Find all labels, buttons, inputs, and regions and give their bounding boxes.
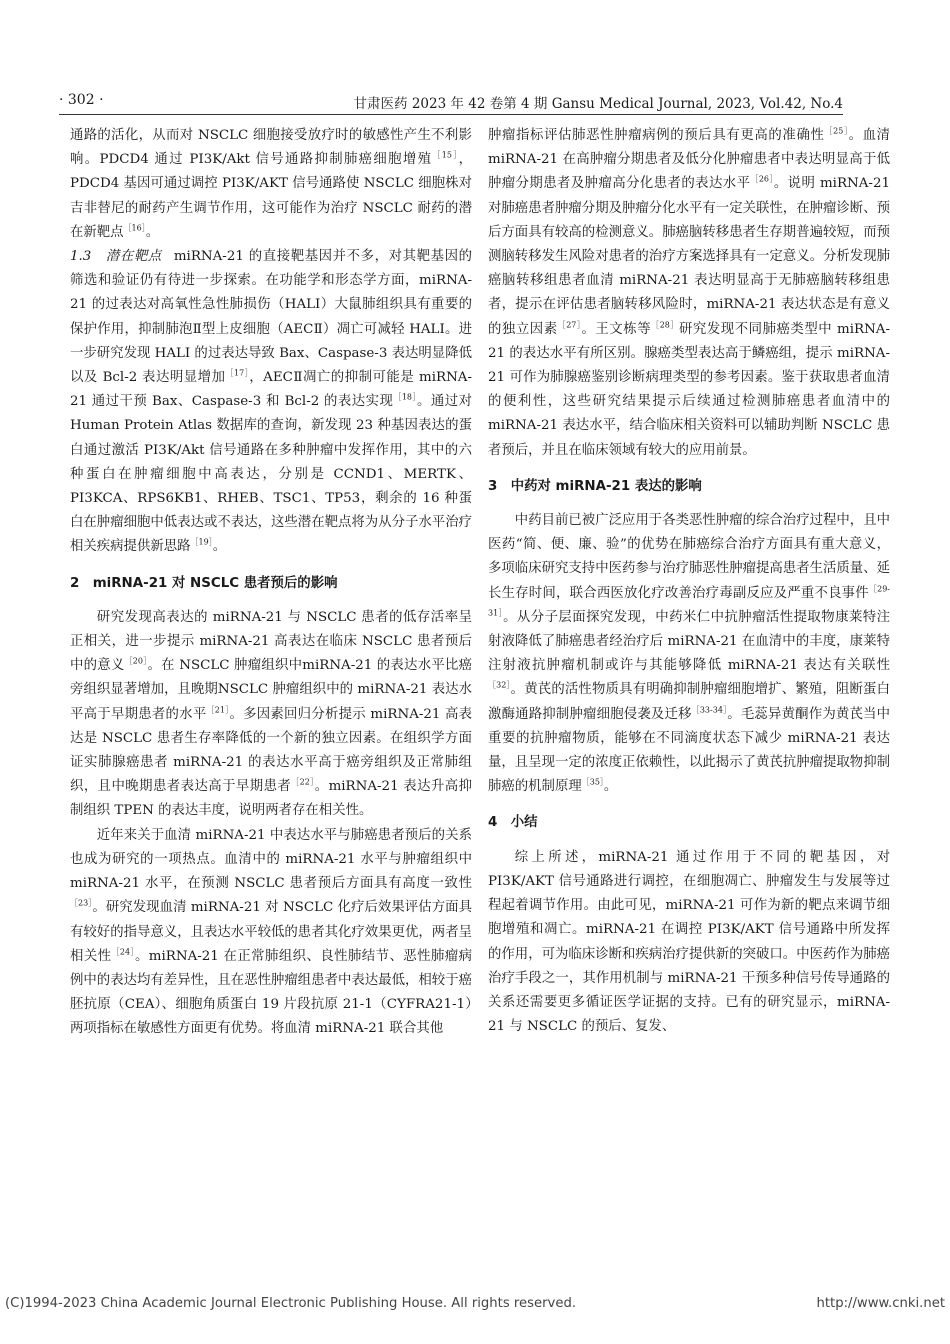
section-heading: 2 miRNA-21 对 NSCLC 患者预后的影响 <box>70 575 338 591</box>
citation[interactable]: ［27］ <box>557 320 582 330</box>
paragraph: 研究发现高表达的 miRNA-21 与 NSCLC 患者的低存活率呈正相关，进一步提示 miRNA-21 高表达在临床 NSCLC 患者预后中的意义$^{[20]}$。在 NSCLC 肿瘤组织中miRNA-21 的表达水平比癌旁组织显著增加，且晚期NSCLC 肿瘤组织中的 miRNA-21 表达水平高于早期患者的水平$^{[21]}$。多因素回归分析提示 miRNA-21 高表达是 NSCLC 患者生存率降低的一个新的独立因素。在组织学方面证实肺腺癌患者 miRNA-21 的表达水平高于癌旁组织及正常肺组织，且中晚期患者表达高于早期患者$^{[22]}$。miRNA-21 表达升高抑制组织 TPEN 的表达丰度，说明两者存在相关性。 <box>70 609 473 819</box>
citation[interactable]: ［33-34］ <box>691 705 728 715</box>
left-column <box>70 124 472 1042</box>
page-number: · 302 · <box>59 92 104 108</box>
citation[interactable]: ［23］ <box>70 898 93 908</box>
subsection-heading: 1.3 潜在靶点 <box>70 249 162 265</box>
paragraph: 综上所述，miRNA-21 通过作用于不同的靶基因，对 PI3K/AKT 信号通路进行调控，在细胞凋亡、肿瘤发生与发展等过程起着调节作用。由此可见，miRNA-21 可作为新的靶点来调节细胞增殖和凋亡。miRNA-21 在调控 PI3K/AKT 信号通路中所发挥的作用，可为临床诊断和疾病治疗提供新的突破口。中医药作为肺癌治疗手段之一，其作用机制与 miRNA-21 干预多种信号传导通路的关系还需要更多循证医学证据的支持。已有的研究显示，miRNA-21 与 NSCLC 的预后、复发、 <box>488 849 890 1035</box>
citation[interactable]: ［15］ <box>432 150 459 160</box>
header-rule <box>59 114 843 115</box>
citation[interactable]: ［19］ <box>190 537 213 547</box>
citation[interactable]: ［16］ <box>123 223 146 233</box>
section-heading: 3 中药对 miRNA-21 表达的影响 <box>488 478 702 494</box>
paragraph: 1.3 潜在靶点 miRNA-21 的直接靶基因并不多，对其靶基因的筛选和验证仍有待进一步探索。在功能学和形态学方面，miRNA-21 的过表达对高氧性急性肺损伤（HALI）大鼠肺组织具有重要的保护作用，抑制肺泡Ⅱ型上皮细胞（AECⅡ）凋亡可减轻 HALI。进一步研究发现 HALI 的过表达导致 Bax、Caspase-3 表达明显降低以及 Bcl-2 表达明显增加$^{[17]}$，AECⅡ凋亡的抑制可能是 miRNA-21 通过干预 Bax、Caspase-3 和 Bcl-2 的表达实现$^{[18]}$。通过对 Human Protein Atlas 数据库的查询，新发现 23 种基因表达的蛋白通过激活 PI3K/Akt 信号通路在多种肿瘤中发挥作用，其中的六种蛋白在肿瘤细胞中高表达，分别是 CCND1、MERTK、PI3KCA、RPS6KB1、RHEB、TSC1、TP53，剩余的 16 种蛋白在肿瘤细胞中低表达或不表达，这些潜在靶点将为从分子水平治疗相关疾病提供新思路$^{[19]}$。 <box>70 249 472 555</box>
paragraph: 通路的活化，从而对 NSCLC 细胞接受放疗时的敏感性产生不利影响。PDCD4 通过 PI3K/Akt 信号通路抑制肺癌细胞增殖$^{[15]}$，PDCD4 基因可通过调控 PI3K/AKT 信号通路使 NSCLC 细胞株对吉非替尼的耐药产生调节作用，这可能作为治疗 NSCLC 耐药的潜在新靶点$^{[16]}$。 <box>70 128 473 240</box>
section-heading: 4 小结 <box>488 815 538 831</box>
citation[interactable]: ［29-31］ <box>488 584 891 618</box>
footer-link[interactable]: http://www.cnki.net <box>816 1296 945 1311</box>
citation[interactable]: ［25］ <box>824 126 849 136</box>
citation[interactable]: ［28］ <box>651 320 679 330</box>
right-column <box>488 124 890 1039</box>
citation[interactable]: ［18］ <box>393 392 417 402</box>
paragraph: 中药目前已被广泛应用于各类恶性肿瘤的综合治疗过程中，且中医药“简、便、廉、验”的优势在肺癌综合治疗方面具有重大意义，多项临床研究支持中医药参与治疗肺恶性肿瘤提高患者生活质量、延长生存时间，联合西医放化疗改善治疗毒副反应及严重不良事件$^{[29-31]}$。从分子层面探究发现，中药米仁中抗肿瘤活性提取物康莱特注射液降低了肺癌患者经治疗后 miRNA-21 在血清中的丰度，康莱特注射液抗肿瘤机制或许与其能够降低 miRNA-21 表达有关联性$^{[32]}$。黄芪的活性物质具有明确抑制肿瘤细胞增扩、繁殖，阻断蛋白激酶通路抑制肿瘤细胞侵袭及迁移$^{[33-34]}$。毛蕊异黄酮作为黄芪当中重要的抗肿瘤物质，能够在不同滴度状态下减少 miRNA-21 表达量，且呈现一定的浓度正依赖性，以此揭示了黄芪抗肿瘤提取物抑制肺癌的机制原理$^{[35]}$。 <box>488 513 891 795</box>
running-header <box>59 92 843 114</box>
citation[interactable]: ［24］ <box>111 947 135 957</box>
citation[interactable]: ［26］ <box>750 174 774 184</box>
citation[interactable]: ［22］ <box>291 777 315 787</box>
citation[interactable]: ［21］ <box>206 705 230 715</box>
copyright-notice: (C)1994-2023 China Academic Journal Electronic Publishing House. All rights reserved. <box>5 1296 577 1311</box>
paragraph: 近年来关于血清 miRNA-21 中表达水平与肺癌患者预后的关系也成为研究的一项热点。血清中的 miRNA-21 水平与肿瘤组织中 miRNA-21 水平，在预测 NSCLC 患者预后方面具有高度一致性$^{[23]}$。研究发现血清 miRNA-21 对 NSCLC 化疗后效果评估方面具有较好的指导意义，且表达水平较低的患者其化疗效果更优，两者呈相关性$^{[24]}$。miRNA-21 在正常肺组织、良性肺结节、恶性肺瘤病例中的表达均有差异性，且在恶性肿瘤组患者中表达最低，相较于癌胚抗原（CEA）、细胞角质蛋白 19 片段抗原 21-1（CYFRA21-1）两项指标在敏感性方面更有优势。将血清 miRNA-21 联合其他 <box>70 827 473 1037</box>
citation[interactable]: ［17］ <box>225 368 250 378</box>
paragraph: 肿瘤指标评估肺恶性肿瘤病例的预后具有更高的准确性$^{[25]}$。血清 miRNA-21 在高肿瘤分期患者及低分化肿瘤患者中表达明显高于低肿瘤分期患者及肿瘤高分化患者的表达水平$^{[26]}$。说明 miRNA-21 对肺癌患者肿瘤分期及肿瘤分化水平有一定关联性，在肿瘤诊断、预后方面具有较高的检测意义。肺癌脑转移患者生存期普遍较短，而预测脑转移发生风险对患者的治疗方案选择具有一定意义。分析发现肺癌脑转移组患者血清 miRNA-21 表达明显高于无肺癌脑转移组患者，提示在评估患者脑转移风险时，miRNA-21 表达状态是有意义的独立因素$^{[27]}$。王文栋等$^{[28]}$研究发现不同肺癌类型中 miRNA-21 的表达水平有所区别。腺癌类型表达高于鳞癌组，提示 miRNA-21 可作为肺腺癌鉴别诊断病理类型的参考因素。鉴于获取患者血清的便利性，这些研究结果提示后续通过检测肺癌患者血清中的 miRNA-21 表达水平，结合临床相关资料可以辅助判断 NSCLC 患者预后，并且在临床领域有较大的应用前景。 <box>488 126 891 458</box>
footer <box>5 1296 945 1311</box>
journal-title: 甘肃医药 2023 年 42 卷第 4 期 Gansu Medical Journal, 2023, Vol.42, No.4 <box>353 96 843 112</box>
citation[interactable]: ［32］ <box>488 681 511 690</box>
citation[interactable]: ［35］ <box>581 777 604 787</box>
citation[interactable]: ［20］ <box>124 656 148 666</box>
